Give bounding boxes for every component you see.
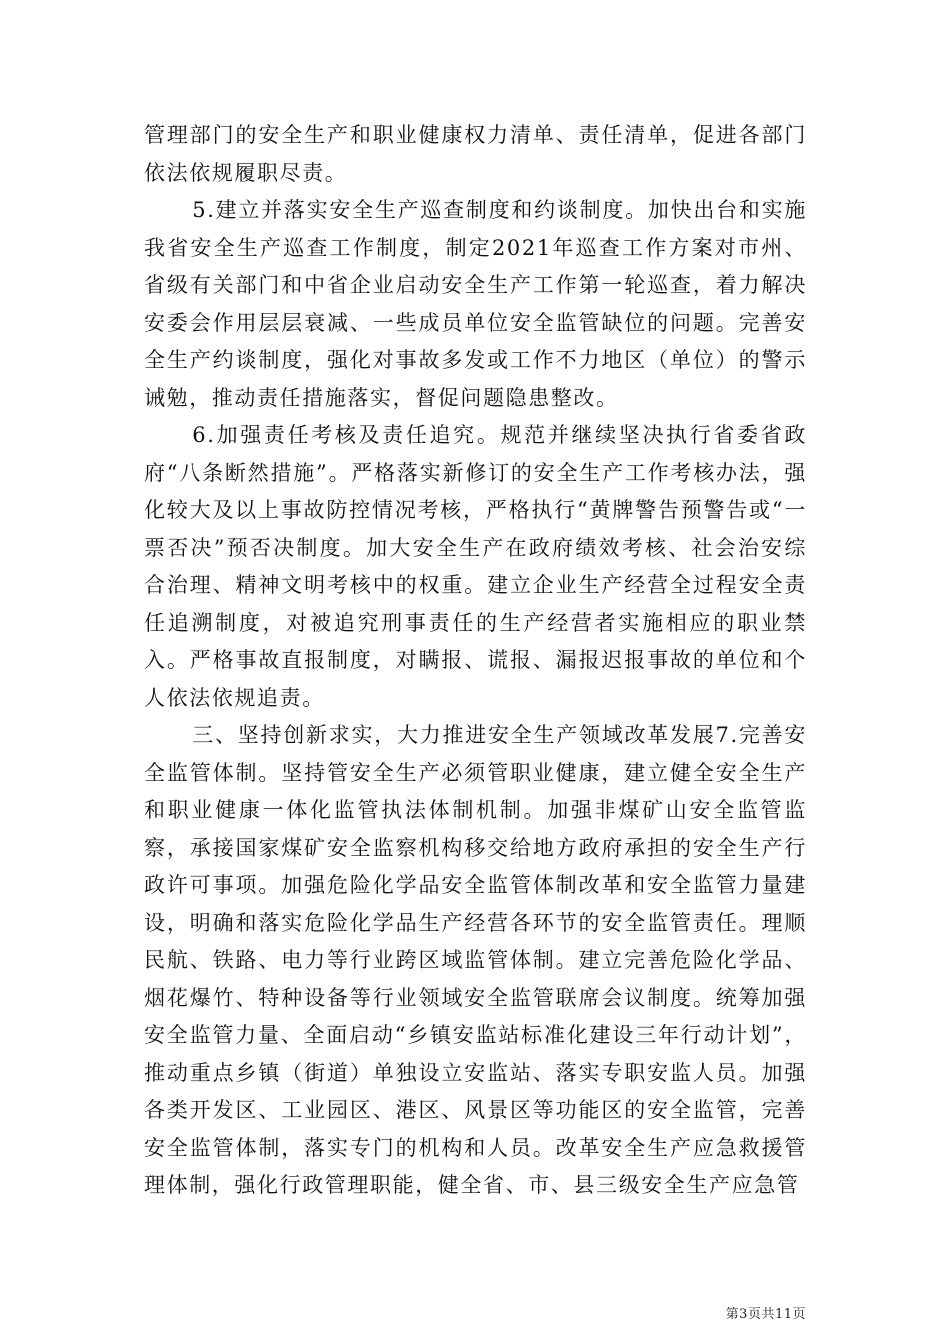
page-number: 第3页共11页 [725, 1307, 806, 1322]
paragraph-item-6: 6.加强责任考核及责任追究。规范并继续坚决执行省委省政府“八条断然措施”。严格落实新修订的安全生产工作考核办法，强化较大及以上事故防控情况考核，严格执行“黄牌警告预警告或“一票否决”预否决制度。加大安全生产在政府绩效考核、社会治安综合治理、精神文明考核中的权重。建立企业生产经营全过程安全责任追溯制度，对被追究刑事责任的生产经营者实施相应的职业禁入。严格事故直报制度，对瞒报、谎报、漏报迟报事故的单位和个人依法依规追责。 [144, 423, 807, 710]
paragraph-section-3: 三、坚持创新求实，大力推进安全生产领域改革发展7.完善安全监管体制。坚持管安全生产必须管职业健康，建立健全安全生产和职业健康一体化监管执法体制机制。加强非煤矿山安全监管监察，承接国家煤矿安全监察机构移交给地方政府承担的安全生产行政许可事项。加强危险化学品安全监管体制改革和安全监管力量建设，明确和落实危险化学品生产经营各环节的安全监管责任。理顺民航、铁路、电力等行业跨区域监管体制。建立完善危险化学品、烟花爆竹、特种设备等行业领域安全监管联席会议制度。统筹加强安全监管力量、全面启动“乡镇安监站标准化建设三年行动计划”，推动重点乡镇（街道）单独设立安监站、落实专职安监人员。加强各类开发区、工业园区、港区、风景区等功能区的安全监管，完善安全监管体制，落实专门的机构和人员。改革安全生产应急救援管理体制，强化行政管理职能，健全省、市、县三级安全生产应急管 [144, 723, 807, 1197]
document-body [144, 117, 807, 1205]
paragraph-item-5: 5.建立并落实安全生产巡查制度和约谈制度。加快出台和实施我省安全生产巡查工作制度，制定2021年巡查工作方案对市州、省级有关部门和中省企业启动安全生产工作第一轮巡查，着力解决安委会作用层层衰减、一些成员单位安全监管缺位的问题。完善安全生产约谈制度，强化对事故多发或工作不力地区（单位）的警示诫勉，推动责任措施落实，督促问题隐患整改。 [144, 198, 807, 410]
paragraph-continuation: 管理部门的安全生产和职业健康权力清单、责任清单，促进各部门依法依规履职尽责。 [144, 123, 807, 185]
